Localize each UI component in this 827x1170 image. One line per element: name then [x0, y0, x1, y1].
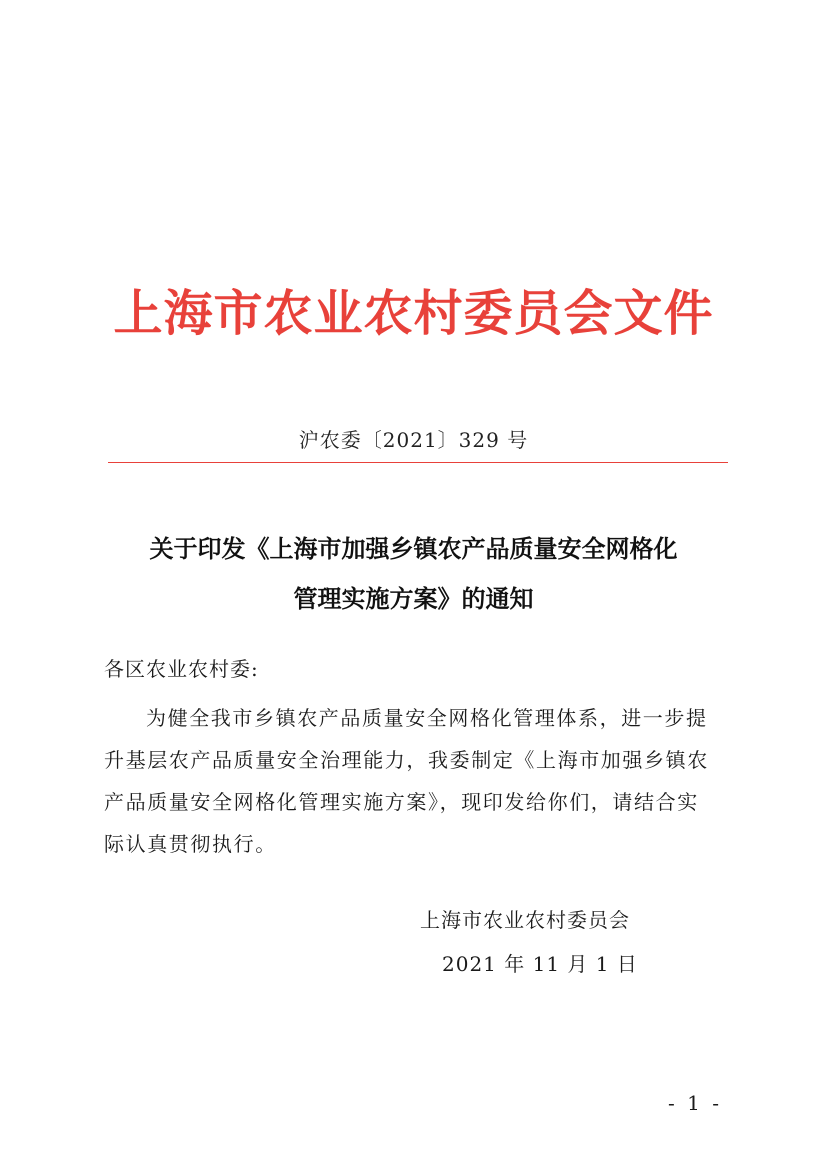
- body-line-3: 产品质量安全网格化管理实施方案》，现印发给你们，请结合实: [104, 790, 699, 814]
- body-line-4: 际认真贯彻执行。: [104, 832, 277, 856]
- body-paragraph: [104, 697, 724, 865]
- notice-title-line-2: 管理实施方案》的通知: [293, 584, 534, 613]
- signature-date: 2021 年 11 月 1 日: [442, 952, 638, 976]
- signature-organization: 上海市农业农村委员会: [420, 908, 630, 932]
- body-line-1: 为健全我市乡镇农产品质量安全网格化管理体系，进一步提: [146, 706, 708, 730]
- issuer-title: 上海市农业农村委员会文件: [113, 284, 714, 342]
- notice-title-line-1: 关于印发《上海市加强乡镇农产品质量安全网格化: [149, 534, 678, 563]
- body-line-2: 升基层农产品质量安全治理能力，我委制定《上海市加强乡镇农: [104, 748, 709, 772]
- document-number: 沪农委〔2021〕329 号: [298, 428, 529, 452]
- red-divider-line: [108, 462, 728, 463]
- page-number: - 1 -: [668, 1091, 722, 1115]
- recipient-line: 各区农业农村委:: [104, 657, 259, 681]
- notice-title: [0, 524, 827, 624]
